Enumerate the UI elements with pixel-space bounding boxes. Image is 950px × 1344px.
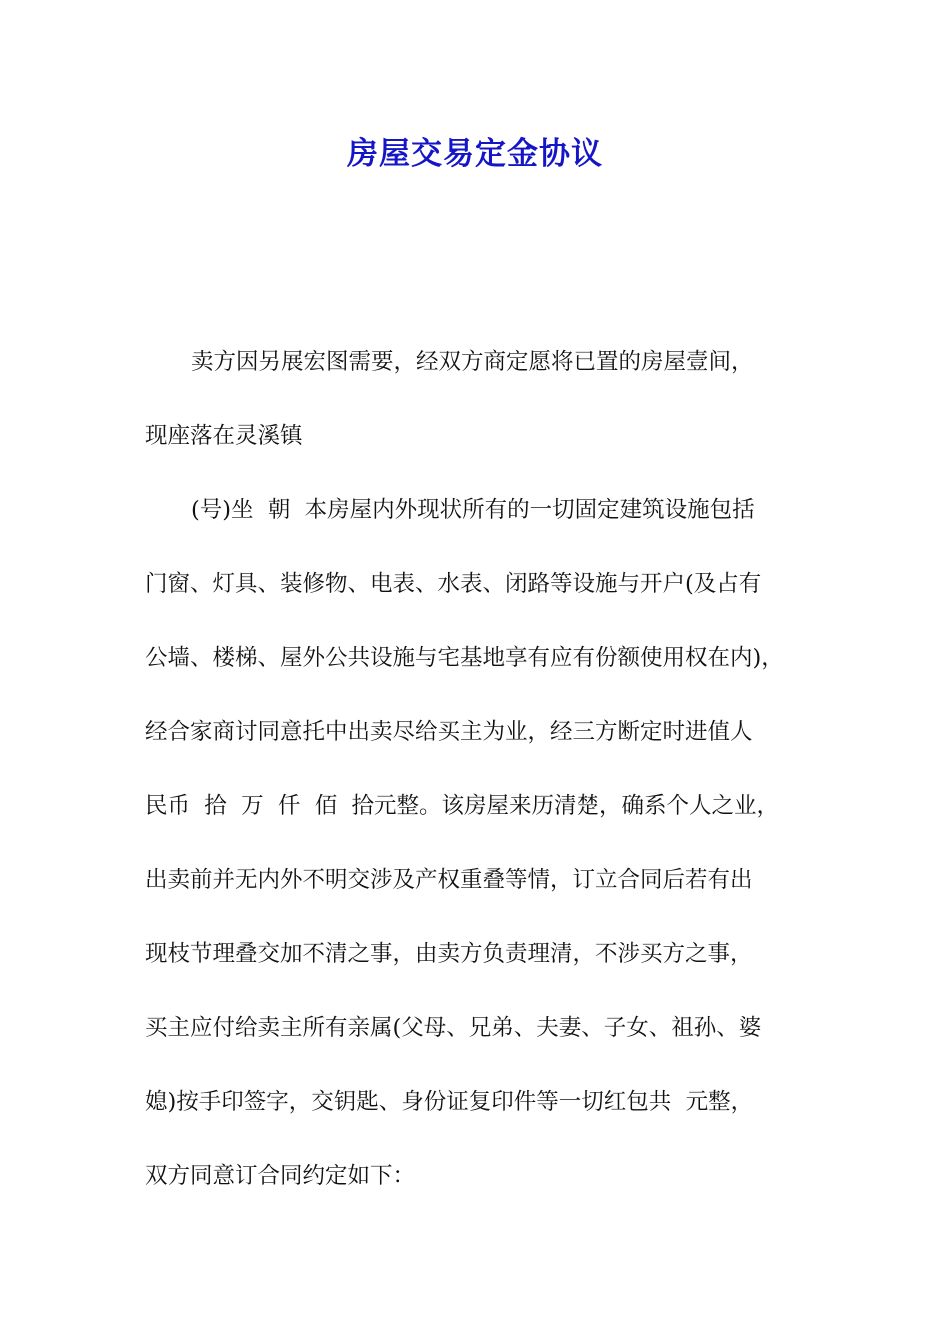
body-line-10: 买主应付给卖主所有亲属(父母、兄弟、夫妻、子女、祖孙、婆 (145, 1015, 762, 1041)
body-line-8: 出卖前并无内外不明交涉及产权重叠等情，订立合同后若有出 (145, 867, 753, 893)
body-line-9: 现枝节理叠交加不清之事，由卖方负责理清，不涉买方之事， (145, 941, 753, 967)
body-line-7: 民币 拾 万 仟 佰 拾元整。该房屋来历清楚，确系个人之业， (145, 793, 780, 819)
document-title: 房屋交易定金协议 (347, 136, 603, 172)
body-line-4: 门窗、灯具、装修物、电表、水表、闭路等设施与开户(及占有 (145, 571, 762, 597)
body-line-2: 现座落在灵溪镇 (145, 423, 303, 449)
body-line-1: 卖方因另展宏图需要，经双方商定愿将已置的房屋壹间， (191, 349, 754, 375)
body-line-5: 公墙、楼梯、屋外公共设施与宅基地享有应有份额使用权在内)， (145, 645, 784, 671)
body-line-11: 媳)按手印签字，交钥匙、身份证复印件等一切红包共 元整， (145, 1089, 754, 1115)
body-line-3: (号)坐 朝 本房屋内外现状所有的一切固定建筑设施包括 (191, 497, 755, 523)
body-line-6: 经合家商讨同意托中出卖尽给买主为业，经三方断定时进值人 (145, 719, 753, 745)
body-line-12: 双方同意订合同约定如下： (145, 1163, 416, 1189)
